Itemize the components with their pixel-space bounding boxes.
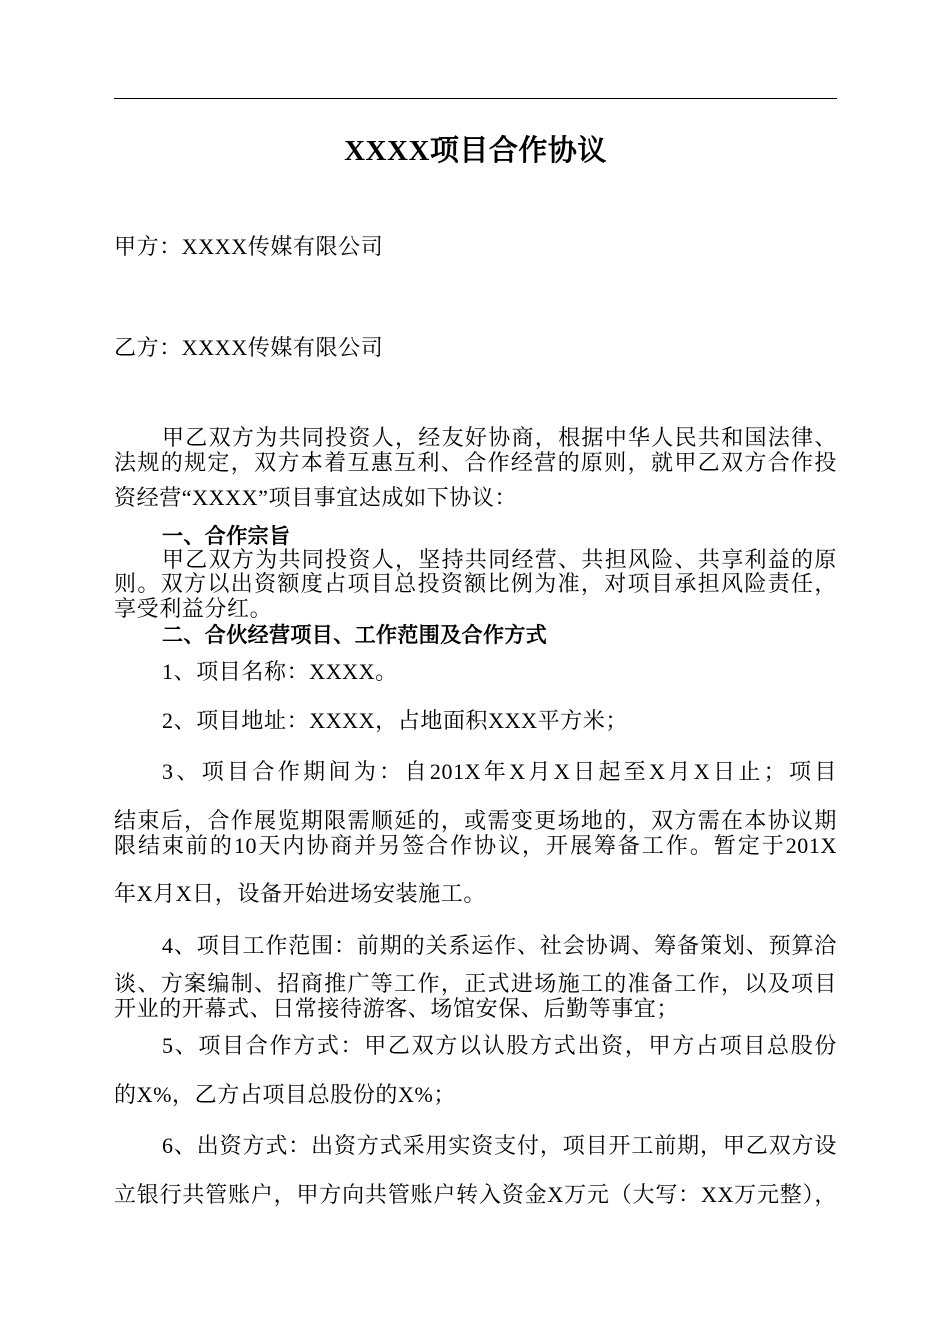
item-3-line-1: 3、项目合作期间为：自201X年X月X日起至X月X日止；项目 [162,759,837,784]
party-b: 乙方：XXXX传媒有限公司 [114,335,384,360]
document-title: XXXX项目合作协议 [344,135,607,167]
section-1-heading: 一、合作宗旨 [162,524,291,548]
item-3-line-4: 年X月X日，设备开始进场安装施工。 [114,881,486,906]
item-5-line-1: 5、项目合作方式：甲乙双方以认股方式出资，甲方占项目总股份 [162,1033,837,1058]
header-rule [114,98,837,99]
intro-line-2: 法规的规定，双方本着互惠互利、合作经营的原则，就甲乙双方合作投 [114,450,837,475]
section-1-line-2: 则。双方以出资额度占项目总投资额比例为准，对项目承担风险责任， [114,571,837,596]
section-1-line-1: 甲乙双方为共同投资人，坚持共同经营、共担风险、共享利益的原 [162,547,837,572]
party-a: 甲方：XXXX传媒有限公司 [114,234,384,259]
item-4-line-2: 谈、方案编制、招商推广等工作，正式进场施工的准备工作，以及项目 [114,971,837,996]
item-2: 2、项目地址：XXXX，占地面积XXX平方米； [162,708,629,733]
item-6-line-2: 立银行共管账户，甲方向共管账户转入资金X万元（大写：XX万元整）， [114,1182,837,1207]
item-3-line-2: 结束后，合作展览期限需顺延的，或需变更场地的，双方需在本协议期 [114,808,837,833]
intro-line-1: 甲乙双方为共同投资人，经友好协商，根据中华人民共和国法律、 [162,425,837,450]
item-4-line-3: 开业的开幕式、日常接待游客、场馆安保、后勤等事宜； [114,996,680,1021]
item-4-line-1: 4、项目工作范围：前期的关系运作、社会协调、筹备策划、预算洽 [162,933,837,958]
section-1-line-3: 享受利益分红。 [114,596,273,621]
item-6-line-1: 6、出资方式：出资方式采用实资支付，项目开工前期，甲乙双方设 [162,1133,837,1158]
item-3-line-3: 限结束前的10天内协商并另签合作协议，开展筹备工作。暂定于201X [114,833,837,858]
section-2-heading: 二、合伙经营项目、工作范围及合作方式 [162,623,548,647]
item-1: 1、项目名称：XXXX。 [162,659,398,684]
item-5-line-2: 的X%，乙方占项目总股份的X%； [114,1082,457,1107]
intro-line-3: 资经营“XXXX”项目事宜达成如下协议： [114,485,518,510]
